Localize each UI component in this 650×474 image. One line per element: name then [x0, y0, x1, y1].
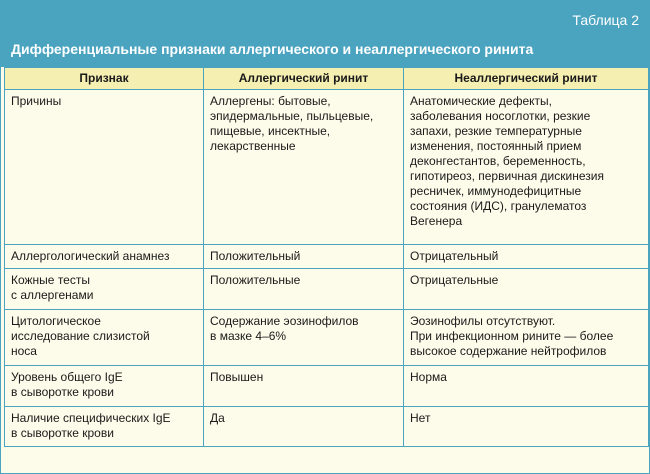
column-header-allergic: Аллергический ринит — [204, 68, 404, 90]
cell-allergic: Содержание эозинофилов в мазке 4–6% — [204, 310, 404, 366]
cell-sign: Аллергологический анамнез — [5, 245, 204, 269]
cell-nonallergic: Нет — [404, 407, 649, 447]
cell-sign: Причины — [5, 90, 204, 245]
table-header-bar — [1, 1, 649, 67]
cell-sign: Кожные тесты с аллергенами — [5, 269, 204, 310]
cell-nonallergic: Отрицательные — [404, 269, 649, 310]
table-row — [5, 90, 649, 245]
cell-sign: Уровень общего IgE в сыворотке крови — [5, 366, 204, 407]
header-row — [5, 68, 649, 90]
comparison-table — [4, 67, 649, 447]
cell-allergic: Положительные — [204, 269, 404, 310]
cell-nonallergic: Отрицательный — [404, 245, 649, 269]
cell-nonallergic: Норма — [404, 366, 649, 407]
table-title: Дифференциальные признаки аллергического и неаллергического ринита — [11, 41, 534, 57]
cell-nonallergic: Анатомические дефекты, заболевания носоглотки, резкие запахи, резкие температурные изменения, постоянный прием деконгестантов, беременность, гипотиреоз, первичная дискинезия ресничек, иммунодефицитные состояния (ИДС), гранулематоз Вегенера — [404, 90, 649, 245]
cell-nonallergic: Эозинофилы отсутствуют. При инфекционном рините — более высокое содержание нейтрофилов — [404, 310, 649, 366]
cell-allergic: Положительный — [204, 245, 404, 269]
table-row — [5, 310, 649, 366]
column-header-sign: Признак — [5, 68, 204, 90]
cell-sign: Наличие специфических IgE в сыворотке крови — [5, 407, 204, 447]
table-row — [5, 269, 649, 310]
table-number: Таблица 2 — [572, 12, 639, 28]
cell-allergic: Да — [204, 407, 404, 447]
cell-allergic: Повышен — [204, 366, 404, 407]
cell-sign: Цитологическое исследование слизистой носа — [5, 310, 204, 366]
table-row — [5, 366, 649, 407]
table-row — [5, 407, 649, 447]
table-row — [5, 245, 649, 269]
cell-allergic: Аллергены: бытовые, эпидермальные, пыльцевые, пищевые, инсектные, лекарственные — [204, 90, 404, 245]
column-header-nonallergic: Неаллергический ринит — [404, 68, 649, 90]
